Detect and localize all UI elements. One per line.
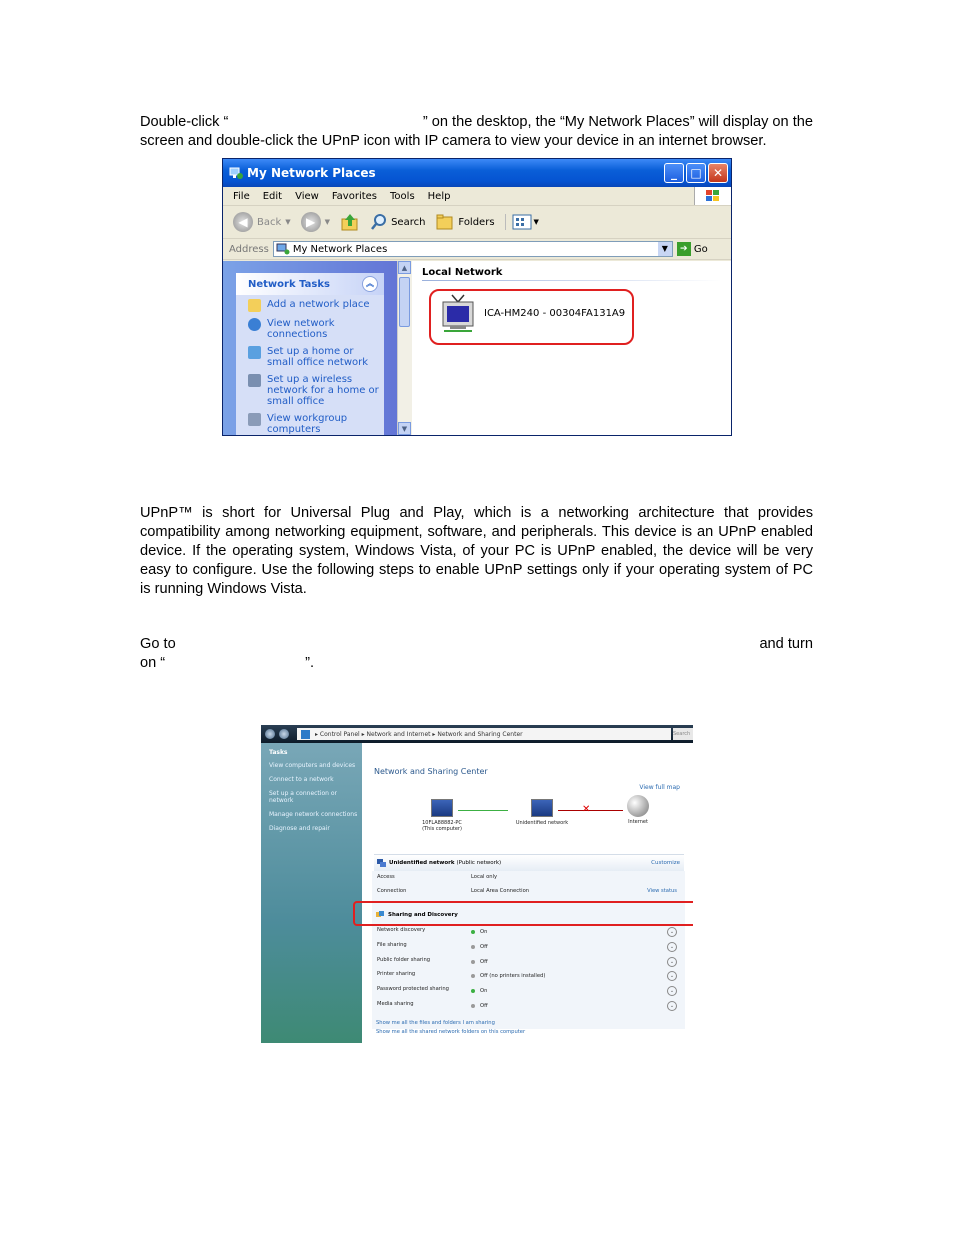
printer-sharing-row: Printer sharing Off (no printers installed) ⌄: [377, 971, 677, 981]
redacted-term: [256, 113, 396, 132]
task-pane: [223, 261, 397, 435]
network-places-icon: [276, 243, 290, 255]
task-setup-home-network[interactable]: Set up a home or small office network: [236, 342, 384, 370]
address-label: Address: [229, 243, 269, 255]
network-details-panel: [372, 871, 685, 1029]
view-status-link[interactable]: View status: [647, 888, 677, 894]
back-arrow-icon: ◀: [233, 212, 253, 232]
task-view-workgroup[interactable]: View workgroup computers: [236, 409, 384, 436]
up-folder-button[interactable]: [340, 212, 360, 232]
network-tasks-panel: [236, 273, 384, 436]
sidebar-item-setup-connection[interactable]: Set up a connection or network: [269, 790, 337, 804]
go-arrow-icon: ➔: [677, 242, 691, 256]
network-sharing-center-window: [261, 725, 693, 1043]
forward-arrow-icon[interactable]: [279, 729, 289, 739]
view-full-map-link[interactable]: View full map: [639, 784, 680, 791]
network-connections-icon: [248, 318, 261, 331]
scroll-up-icon[interactable]: ▲: [398, 261, 411, 274]
menu-tools[interactable]: Tools: [390, 190, 415, 202]
network-discovery-row: Network discovery On ⌄: [377, 927, 677, 937]
status-on-icon: [471, 989, 475, 993]
folders-icon: [435, 213, 455, 231]
window-title-bar: [223, 159, 731, 187]
show-shared-files-link[interactable]: Show me all the files and folders I am sharing: [376, 1020, 495, 1026]
network-header: Unidentified network (Public network) Customize: [374, 854, 684, 871]
menu-file[interactable]: File: [233, 190, 250, 202]
instruction-line-2: on “ ”.: [140, 655, 315, 671]
scroll-thumb[interactable]: [399, 277, 410, 327]
status-off-icon: [471, 1004, 475, 1008]
content-pane: [412, 261, 731, 435]
intro-line-2: screen and double-click the UPnP icon with IP camera to view your device in an internet browser.: [140, 133, 767, 149]
device-label: ICA-HM240 - 00304FA131A9: [484, 307, 626, 319]
highlight-box: [429, 289, 634, 345]
vista-address-bar: [261, 725, 693, 743]
search-icon: [370, 213, 388, 231]
intro-paragraph: [140, 113, 813, 151]
up-folder-icon: [340, 212, 360, 232]
internet-node: Internet: [608, 795, 668, 825]
maximize-button[interactable]: □: [686, 163, 706, 183]
close-button[interactable]: ✕: [708, 163, 728, 183]
wireless-icon: [248, 374, 261, 387]
folders-button[interactable]: Folders: [435, 213, 494, 231]
breadcrumb[interactable]: ▸ Control Panel ▸ Network and Internet ▸ Network and Sharing Center: [297, 728, 671, 740]
sidebar-item-connect[interactable]: Connect to a network: [269, 776, 334, 783]
expand-icon[interactable]: ⌄: [667, 957, 677, 967]
chevron-down-icon: ▼: [285, 218, 291, 226]
public-folder-sharing-row: Public folder sharing Off ⌄: [377, 957, 677, 967]
task-add-network-place[interactable]: Add a network place: [236, 295, 384, 314]
page-title: Network and Sharing Center: [374, 767, 488, 776]
collapse-icon[interactable]: ︽: [362, 276, 378, 292]
chevron-down-icon: ▼: [533, 218, 539, 226]
expand-icon[interactable]: ⌄: [667, 927, 677, 937]
sidebar-item-diagnose[interactable]: Diagnose and repair: [269, 825, 330, 832]
upnp-description: UPnP™ is short for Universal Plug and Play, which is a networking architecture that provides compatibility among networking equipment, software, and peripherals. This device is an UPnP enabled device. If the operating system, Windows Vista, of your PC is UPnP enabled, the device will be very easy to configure. Use the following steps to enable UPnP settings only if your operating system of PC is running Windows Vista.: [140, 505, 813, 597]
status-off-icon: [471, 974, 475, 978]
access-row: Access Local only: [377, 874, 498, 880]
network-tasks-header[interactable]: Network Tasks ︽: [236, 273, 384, 295]
show-shared-folders-link[interactable]: Show me all the shared network folders on this computer: [376, 1029, 526, 1035]
expand-icon[interactable]: ⌄: [667, 1001, 677, 1011]
add-network-place-icon: [248, 299, 261, 312]
task-view-network-connections[interactable]: View network connections: [236, 314, 384, 342]
menu-bar: [223, 187, 731, 206]
menu-help[interactable]: Help: [427, 190, 451, 202]
address-value: My Network Places: [292, 243, 388, 255]
tasks-title: Tasks: [269, 749, 288, 756]
instruction-paragraph: [140, 635, 813, 673]
file-sharing-row: File sharing Off ⌄: [377, 942, 677, 952]
globe-icon: [627, 795, 649, 817]
intro-line-1-start: Double-click “: [140, 114, 229, 130]
chevron-down-icon: ▼: [324, 218, 331, 226]
toolbar: [223, 206, 731, 239]
go-button[interactable]: ➔ Go: [677, 242, 708, 256]
connection-row: Connection Local Area Connection View status: [377, 888, 677, 894]
tasks-sidebar: [261, 743, 362, 1043]
back-button[interactable]: ◀ Back ▼: [233, 212, 291, 232]
views-icon: [512, 214, 532, 230]
my-network-places-window: [222, 158, 732, 436]
menu-edit[interactable]: Edit: [262, 190, 283, 202]
expand-icon[interactable]: ⌄: [667, 986, 677, 996]
computer-icon: [431, 799, 453, 817]
media-sharing-row: Media sharing Off ⌄: [377, 1001, 677, 1011]
customize-link[interactable]: Customize: [651, 860, 680, 866]
network-link-line: [458, 810, 508, 811]
network-icon: [377, 859, 386, 867]
address-field[interactable]: [273, 241, 673, 257]
task-setup-wireless[interactable]: Set up a wireless network for a home or small office: [236, 370, 384, 409]
unidentified-network-node: Unidentified network: [512, 799, 572, 826]
forward-arrow-icon: ▶: [301, 212, 321, 232]
local-network-group: Local Network: [422, 267, 503, 278]
forward-button[interactable]: [301, 212, 330, 232]
views-button[interactable]: [505, 214, 539, 230]
sharing-discovery-header: Sharing and Discovery: [376, 911, 458, 918]
search-box[interactable]: Search: [673, 728, 693, 740]
sharing-center-main: [362, 743, 693, 1043]
scroll-down-icon[interactable]: ▼: [398, 422, 411, 435]
window-body: [223, 261, 731, 435]
workgroup-icon: [248, 413, 261, 426]
window-title: My Network Places: [247, 166, 376, 180]
intro-line-1-end: ” on the desktop, the “My Network Places” will display on the: [422, 114, 813, 130]
windows-flag-icon: [694, 187, 731, 205]
expand-icon[interactable]: ⌄: [667, 971, 677, 981]
status-on-icon: [471, 930, 475, 934]
intro-line-1: [140, 113, 813, 132]
back-arrow-icon[interactable]: [265, 729, 275, 739]
instruction-line-1: [140, 635, 813, 654]
sharing-links: [376, 1019, 525, 1037]
expand-icon[interactable]: ⌄: [667, 942, 677, 952]
password-sharing-row: Password protected sharing On ⌄: [377, 986, 677, 996]
home-network-icon: [248, 346, 261, 359]
instruction-and-turn: and turn: [759, 636, 813, 652]
control-panel-icon: [301, 730, 310, 739]
left-scrollbar[interactable]: [397, 261, 412, 435]
search-button[interactable]: Search: [370, 213, 425, 231]
sidebar-item-view-computers[interactable]: View computers and devices: [269, 762, 356, 769]
network-places-icon: [229, 166, 243, 180]
disconnected-x-icon: ✕: [582, 804, 591, 815]
group-divider: [422, 280, 722, 281]
chevron-down-icon[interactable]: ▼: [658, 242, 672, 256]
minimize-button[interactable]: _: [664, 163, 684, 183]
highlight-box: [353, 901, 693, 926]
redacted-term: [165, 656, 305, 670]
this-computer-node: 10FLA88882-PC (This computer): [412, 799, 472, 832]
network-icon: [531, 799, 553, 817]
sidebar-item-manage-connections[interactable]: Manage network connections: [269, 811, 358, 818]
address-bar: [223, 239, 731, 260]
instruction-goto: Go to: [140, 636, 176, 652]
menu-favorites[interactable]: Favorites: [331, 190, 378, 202]
menu-view[interactable]: View: [295, 190, 319, 202]
status-off-icon: [471, 960, 475, 964]
status-off-icon: [471, 945, 475, 949]
